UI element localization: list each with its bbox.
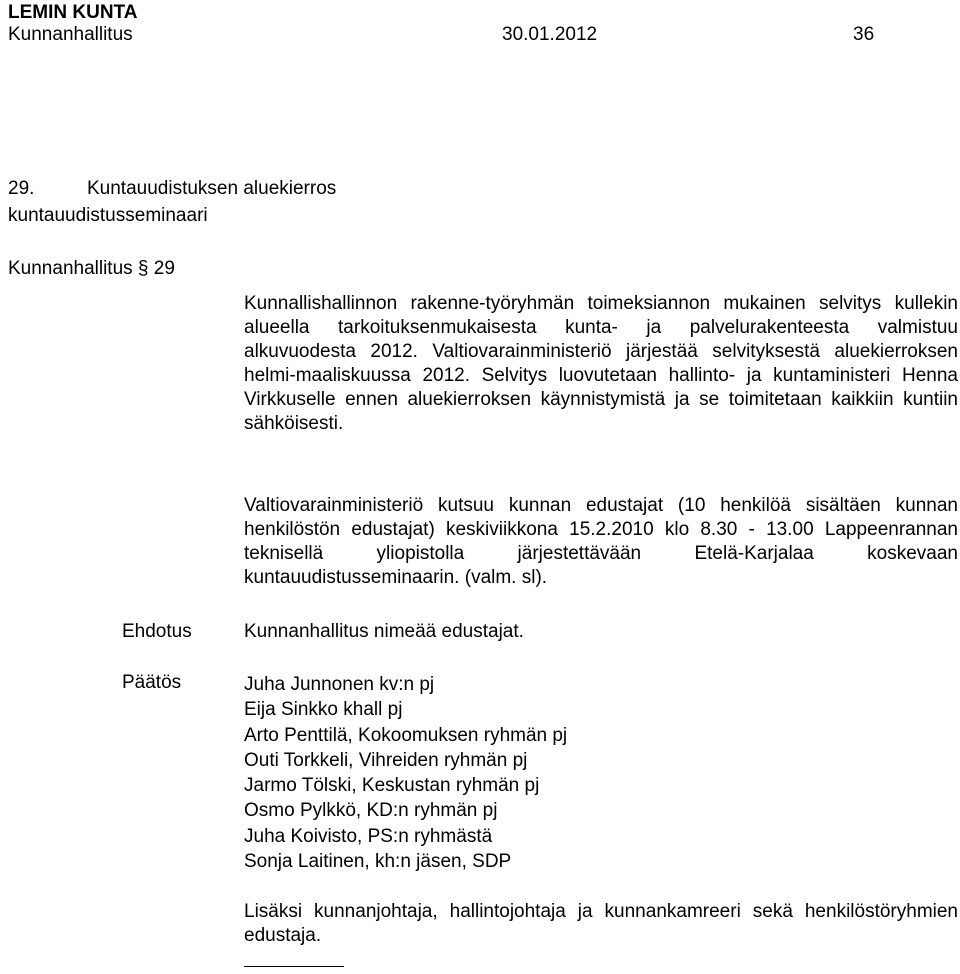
meeting-date: 30.01.2012 (502, 24, 598, 45)
page-number: 36 (853, 24, 875, 45)
decision-name: Osmo Pylkkö, KD:n ryhmän pj (244, 800, 498, 822)
item-reference: Kunnanhallitus § 29 (8, 258, 175, 279)
decision-label: Päätös (122, 672, 182, 693)
item-subtitle: kuntauudistusseminaari (8, 205, 208, 226)
item-title: Kuntauudistuksen aluekierros (87, 178, 337, 199)
decision-name: Outi Torkkeli, Vihreiden ryhmän pj (244, 749, 528, 771)
organization-name: LEMIN KUNTA (8, 2, 138, 23)
decision-list (244, 672, 567, 874)
decision-name: Sonja Laitinen, kh:n jäsen, SDP (244, 851, 512, 873)
decision-name: Eija Sinkko khall pj (244, 699, 403, 721)
proposal-text: Kunnanhallitus nimeää edustajat. (244, 621, 524, 642)
decision-name: Arto Penttilä, Kokoomuksen ryhmän pj (244, 724, 568, 746)
decision-name: Juha Koivisto, PS:n ryhmästä (244, 825, 493, 847)
proposal-label: Ehdotus (122, 621, 192, 642)
decision-name: Jarmo Tölski, Keskustan ryhmän pj (244, 775, 540, 797)
meeting-body: Kunnanhallitus (8, 24, 133, 45)
decision-name: Juha Junnonen kv:n pj (244, 674, 435, 695)
paragraph-additional: Lisäksi kunnanjohtaja, hallintojohtaja ja kunnankamreeri sekä henkilöstöryhmien edustaja. (244, 901, 958, 946)
item-number: 29. (8, 178, 35, 199)
paragraph-invitation: Valtiovarainministeriö kutsuu kunnan edustajat (10 henkilöä sisältäen kunnan henkilöstön edustajat) keskiviikkona 15.2.2010 klo 8.30 - 13.00 Lappeenrannan teknisellä yliopistolla järjestettävään Etelä-Karjalaa koskevaan kuntauudistusseminaarin. (valm. sl). (244, 495, 958, 588)
signature-line (244, 966, 344, 967)
paragraph-background: Kunnallishallinnon rakenne-työryhmän toimeksiannon mukainen selvitys kullekin alueella tarkoituksenmukaisesta kunta- ja palvelurakenteesta valmistuu alkuvuodesta 2012. Valtiovarainministeriö järjestää selvityksestä aluekierroksen helmi-maaliskuussa 2012. Selvitys luovutetaan hallinto- ja kuntaministeri Henna Virkkuselle ennen aluekierroksen käynnistymistä ja se toimitetaan kaikkiin kuntiin sähköisesti. (244, 293, 958, 434)
